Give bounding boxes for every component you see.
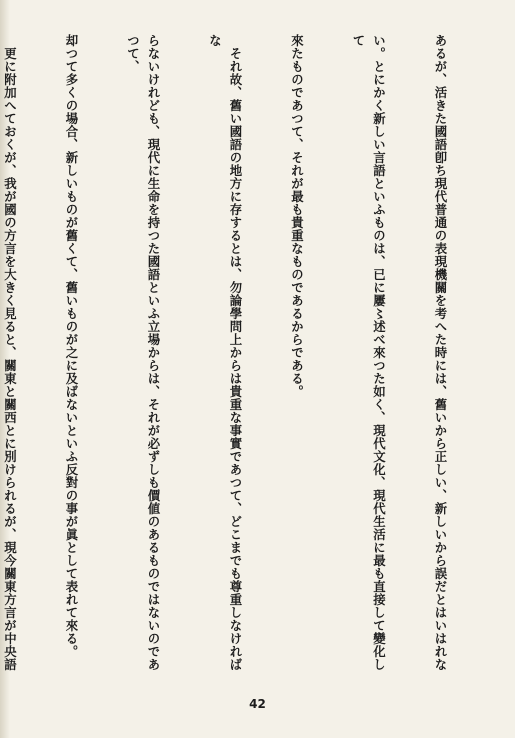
text-line: らないけれども、現代に生命を持つた國語といふ立場からは、それが必ずしも價値のあるものではないのであつて、 [125,34,161,671]
body-text [0,34,491,674]
text-line: 來たものであつて、それが最も貴重なものであるからである。 [289,34,305,398]
text-line: 却つて多くの場合、新しいものが舊くて、舊いものが之に及ばないといふ反對の事が眞として表れて來る。 [64,34,79,658]
text-line: い。とにかく新しい言語といふものは、已に屢〻述べ來つた如く、現代文化、現代生活に最も直接して變化して [351,34,387,671]
page-number: 42 [249,697,266,711]
text-line: あるが、活きた國語卽ち現代普通の表現機關を考へた時には、舊いから正しい、新しいから誤だとはいはれな [433,34,448,671]
text-line: 更に附加へておくが、我が國の方言を大きく見ると、關東と關西とに別けられるが、現今關東方言が中央語 [2,46,18,671]
text-line: それ故、舊い國語の地方に存するとは、勿論學問上からは貴重な事實であつて、どこまでも尊重しなければな [207,34,243,671]
